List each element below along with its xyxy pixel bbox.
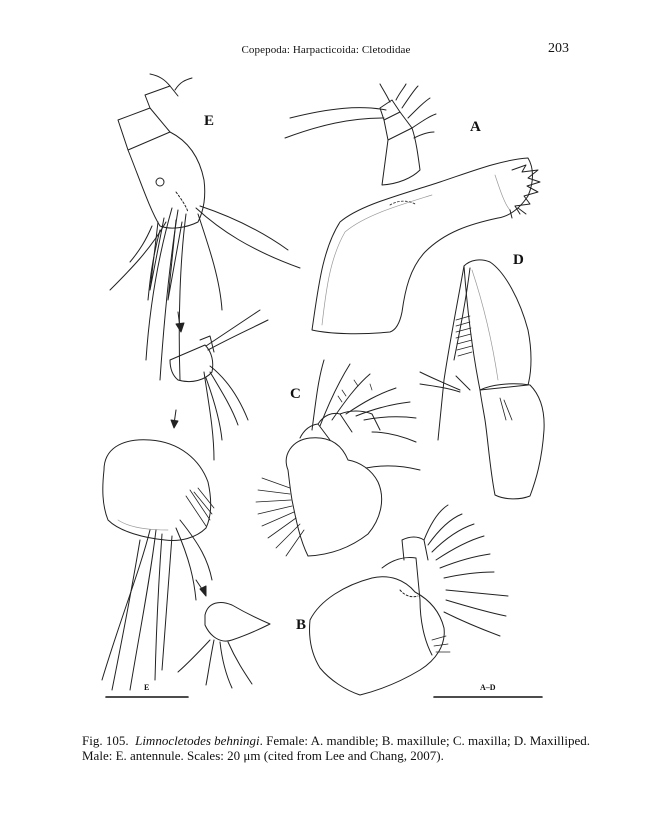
- panel-label-b: B: [296, 617, 307, 633]
- figure-caption: [82, 733, 602, 763]
- caption-line1-rest: . Female: A. mandible; B. maxillule; C. maxilla; D. Maxilliped.: [259, 733, 591, 748]
- panel-label-a: A: [470, 119, 481, 135]
- maxilliped-drawing: [420, 260, 544, 499]
- mandible-drawing: [285, 84, 540, 334]
- maxillule-drawing: [309, 505, 508, 695]
- caption-species: Limnocletodes behningi: [135, 733, 260, 748]
- scale-label-e: E: [144, 683, 150, 692]
- panel-label-c: C: [290, 386, 301, 402]
- running-head: Copepoda: Harpacticoida: Cletodidae: [241, 44, 411, 56]
- antennule-segment-distal: [102, 440, 214, 690]
- caption-line-1: [82, 733, 602, 748]
- page-number: 203: [548, 41, 569, 56]
- antennule-segment-middle: [170, 310, 268, 460]
- maxilla-drawing: [256, 360, 420, 556]
- caption-fig-number: Fig. 105.: [82, 733, 129, 748]
- panel-label-d: D: [513, 252, 524, 268]
- antennule-tip: [178, 602, 270, 688]
- scale-label-ad: A–D: [480, 683, 496, 692]
- panel-label-e: E: [204, 113, 215, 129]
- caption-line-2: Male: E. antennule. Scales: 20 μm (cited from Lee and Chang, 2007).: [82, 748, 444, 763]
